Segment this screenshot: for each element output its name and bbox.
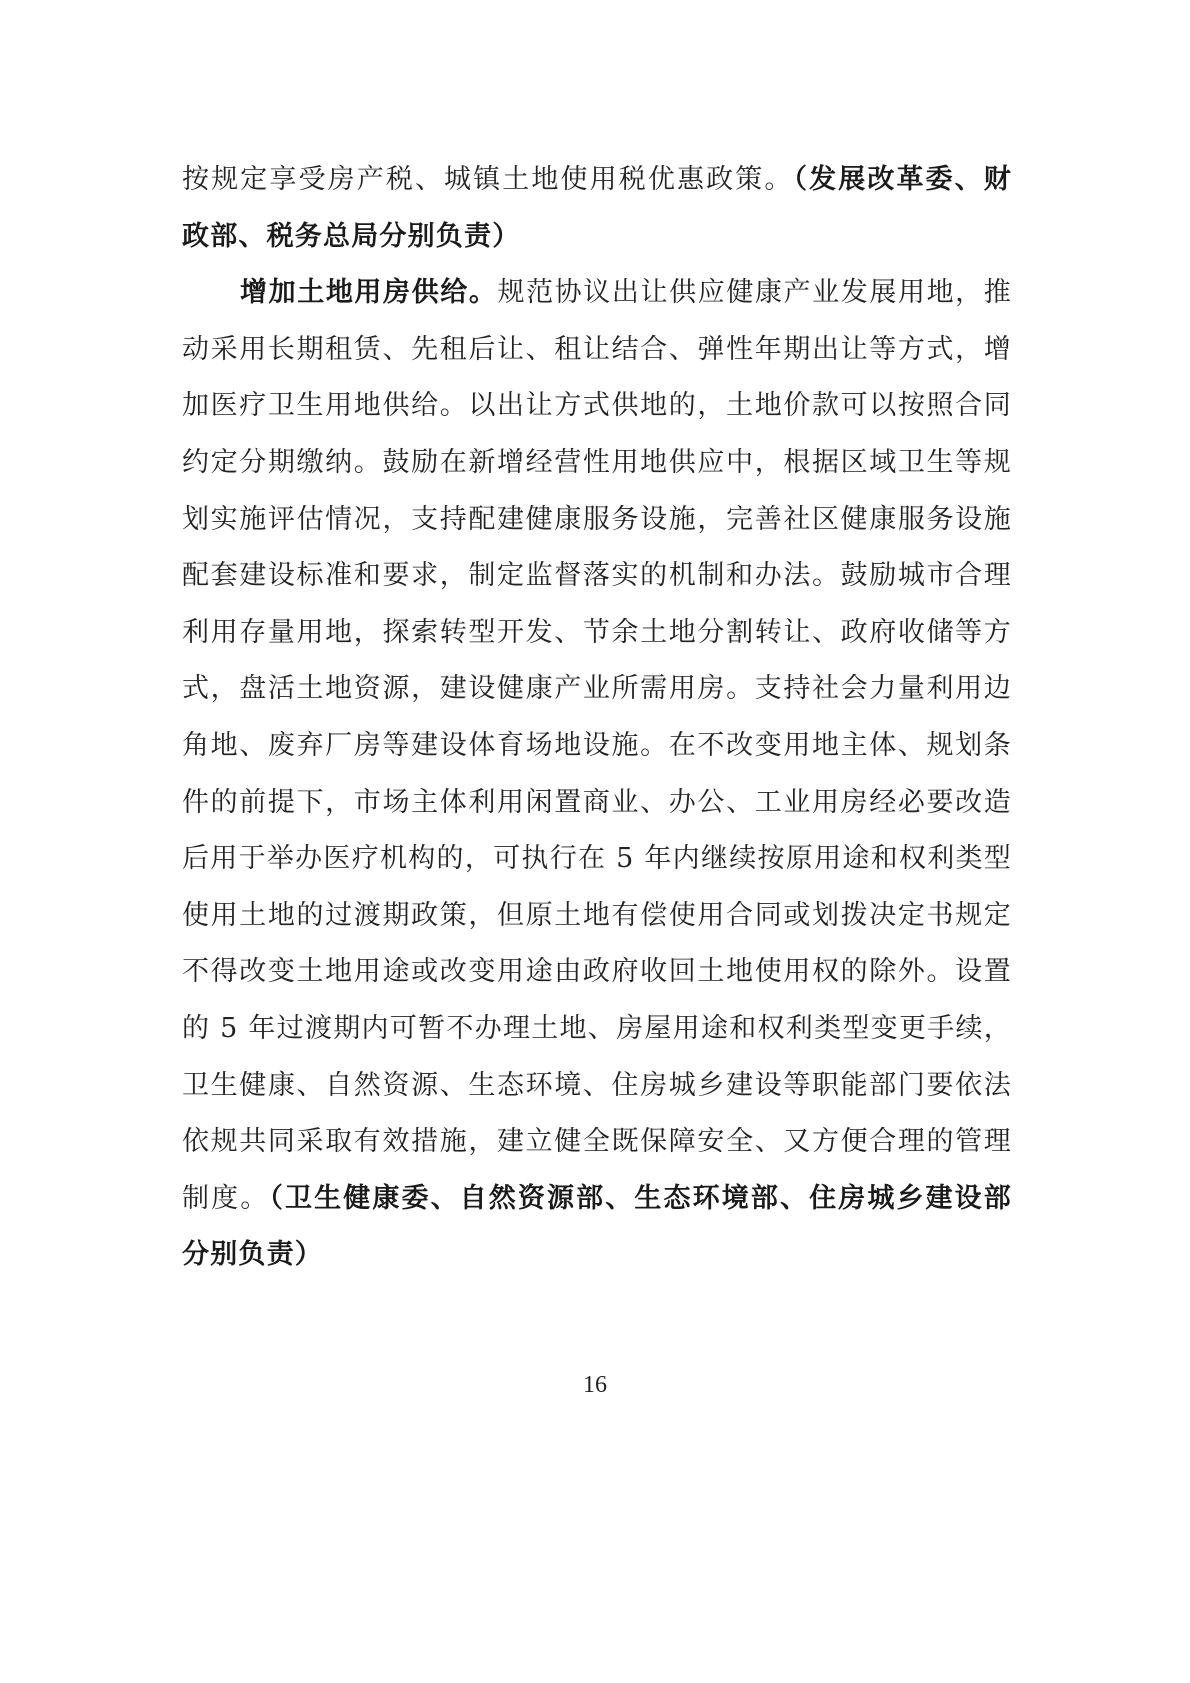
page-number: 16 xyxy=(583,1372,607,1398)
paragraph-1 xyxy=(182,152,1012,265)
paragraph-2 xyxy=(182,265,1012,1284)
paragraph-2-responsible: （卫生健康委、自然资源部、生态环境部、住房城乡建设部分别负责） xyxy=(182,1182,1012,1271)
paragraph-2-heading: 增加土地用房供给。 xyxy=(240,277,498,309)
paragraph-2-text: 规范协议出让供应健康产业发展用地，推动采用长期租赁、先租后让、租让结合、弹性年期出让等方式，增加医疗卫生用地供给。以出让方式供地的，土地价款可以按照合同约定分期缴纳。鼓励在新增经营性用地供应中，根据区域卫生等规划实施评估情况，支持配建健康服务设施，完善社区健康服务设施配套建设标准和要求，制定监督落实的机制和办法。鼓励城市合理利用存量用地，探索转型开发、节余土地分割转让、政府收储等方式，盘活土地资源，建设健康产业所需用房。支持社会力量利用边角地、废弃厂房等建设体育场地设施。在不改变用地主体、规划条件的前提下，市场主体利用闲置商业、办公、工业用房经必要改造后用于举办医疗机构的，可执行在 5 年内继续按原用途和权利类型使用土地的过渡期政策，但原土地有偿使用合同或划拨决定书规定不得改变土地用途或改变用途由政府收回土地使用权的除外。设置的 5 年过渡期内可暂不办理土地、房屋用途和权利类型变更手续，卫生健康、自然资源、生态环境、住房城乡建设等职能部门要依法依规共同采取有效措施，建立健全既保障安全、又方便合理的管理制度。 xyxy=(182,277,1012,1214)
paragraph-1-text: 按规定享受房产税、城镇土地使用税优惠政策。 xyxy=(182,164,794,195)
paragraph-1-responsible: （发展改革委、财政部、税务总局分别负责） xyxy=(182,164,1012,252)
document-body xyxy=(182,152,1012,1284)
